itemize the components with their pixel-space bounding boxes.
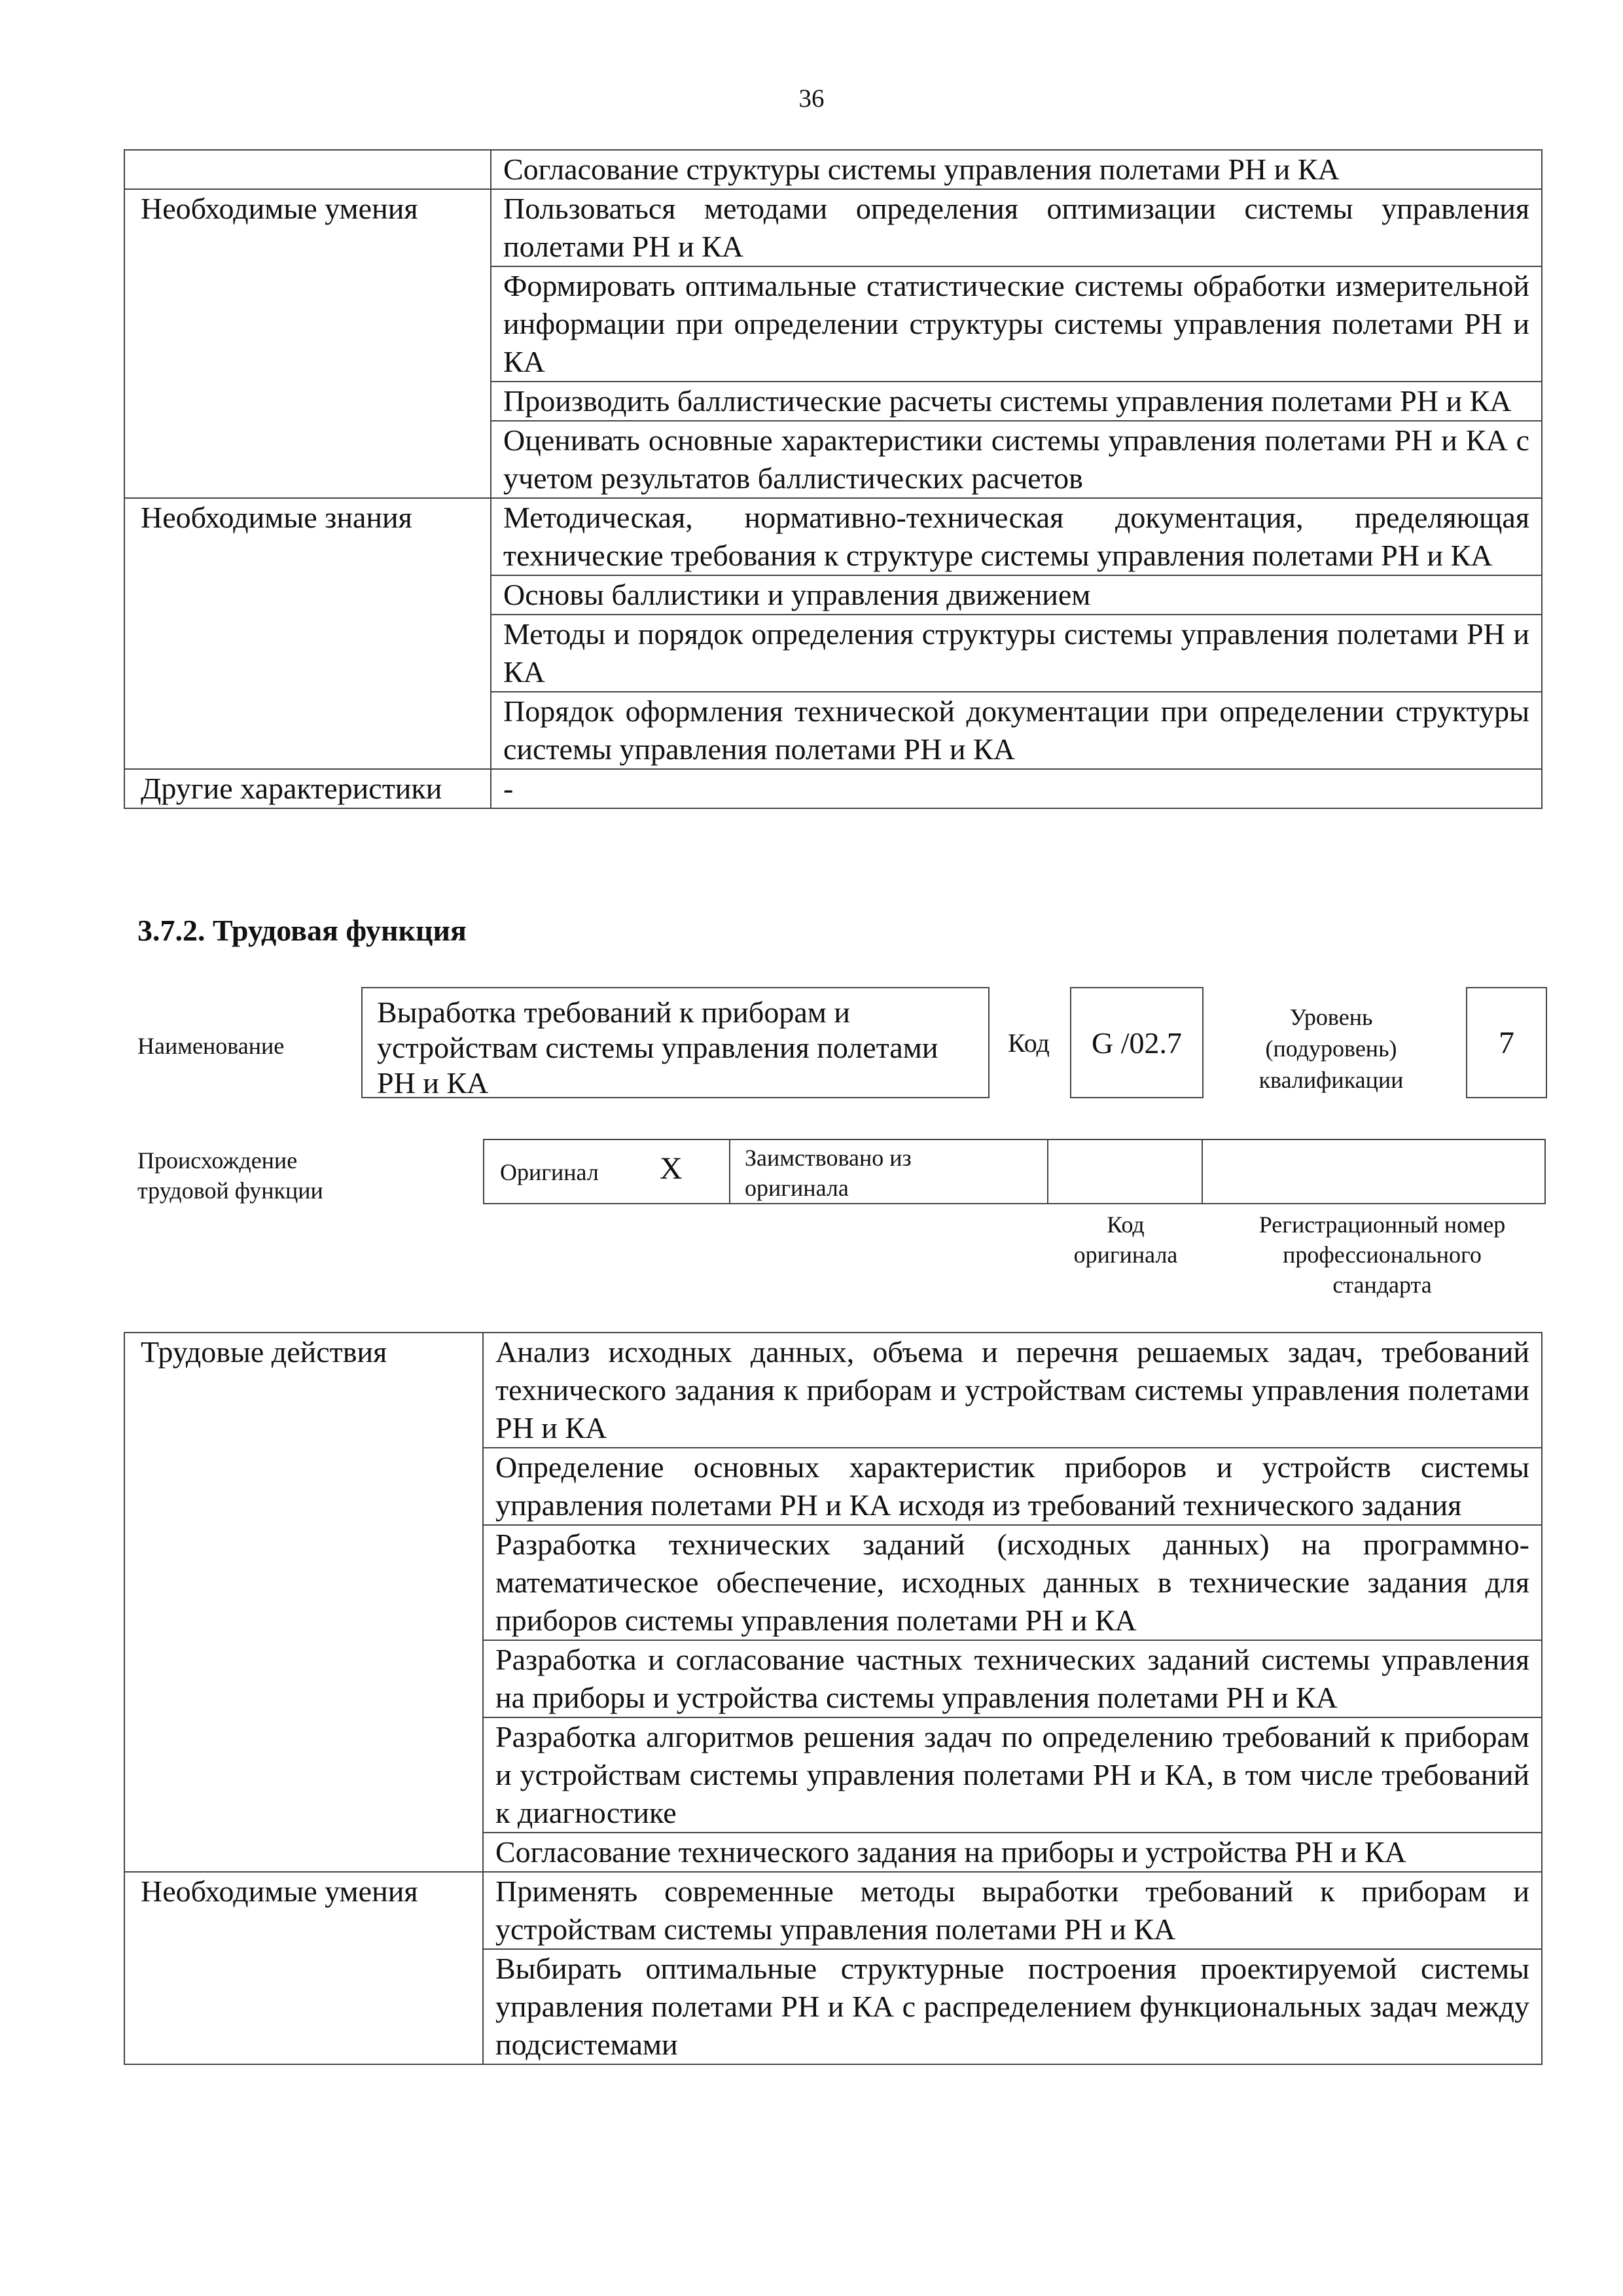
table-cell: Разработка технических заданий (исходных данных) на программно-математическое обеспечение, исходных данных в технические задания для приборов системы управления полетами РН и КА xyxy=(483,1525,1542,1640)
table-cell: Согласование структуры системы управления полетами РН и КА xyxy=(491,150,1542,189)
table-row xyxy=(124,498,1542,575)
row-label-skills: Необходимые умения xyxy=(124,1872,483,2064)
original-code-caption-text: Код оригинала xyxy=(1073,1211,1178,1268)
origin-code-cell xyxy=(1048,1140,1203,1203)
table-cell: Выбирать оптимальные структурные построения проектируемой системы управления полетами РН и КА с распределением функциональных задач между подсистемами xyxy=(483,1949,1542,2064)
row-label-skills: Необходимые умения xyxy=(124,189,491,498)
name-label: Наименование xyxy=(137,1033,285,1059)
top-requirements-table xyxy=(124,149,1543,809)
labor-actions-table xyxy=(124,1332,1543,2065)
table-cell: Определение основных характеристик приборов и устройств системы управления полетами РН и КА исходя из требований технического задания xyxy=(483,1448,1542,1525)
table-cell: Методы и порядок определения структуры системы управления полетами РН и КА xyxy=(491,615,1542,692)
table-cell: Согласование технического задания на приборы и устройства РН и КА xyxy=(483,1833,1542,1872)
function-code-value: G /02.7 xyxy=(1092,1026,1182,1060)
reg-number-caption xyxy=(1219,1210,1546,1300)
function-name-box: Выработка требований к приборам и устройствам системы управления полетами РН и КА xyxy=(361,987,990,1098)
row-label-actions: Трудовые действия xyxy=(124,1333,483,1872)
table-cell: Порядок оформления технической документации при определении структуры системы управления полетами РН и КА xyxy=(491,692,1542,769)
origin-reg-number-cell xyxy=(1203,1140,1544,1203)
row-label-knowledge: Необходимые знания xyxy=(124,498,491,769)
reg-number-caption-text: Регистрационный номер профессионального стандарта xyxy=(1258,1211,1506,1298)
qualification-level-value: 7 xyxy=(1499,1025,1514,1060)
section-heading: 3.7.2. Трудовая функция xyxy=(137,914,467,947)
table-row xyxy=(124,769,1542,808)
table-cell: Разработка алгоритмов решения задач по определению требований к приборам и устройствам системы управления полетами РН и КА, в том числе требований к диагностике xyxy=(483,1717,1542,1833)
table-cell: Основы баллистики и управления движением xyxy=(491,575,1542,615)
origin-borrowed-cell xyxy=(730,1140,1048,1203)
origin-label xyxy=(137,1145,334,1206)
table-row xyxy=(124,1872,1542,1949)
row-label-other: Другие характеристики xyxy=(124,769,491,808)
table-cell: Производить баллистические расчеты системы управления полетами РН и КА xyxy=(491,382,1542,421)
table-cell: Оценивать основные характеристики системы управления полетами РН и КА с учетом результатов баллистических расчетов xyxy=(491,421,1542,498)
table-row xyxy=(124,150,1542,189)
origin-strip xyxy=(483,1139,1546,1204)
borrowed-label: Заимствовано из оригинала xyxy=(745,1145,912,1201)
original-code-caption xyxy=(1047,1210,1204,1270)
row-label xyxy=(124,150,491,189)
table-cell: Методическая, нормативно-техническая документация, пределяющая технические требования к структуре системы управления полетами РН и КА xyxy=(491,498,1542,575)
table-row xyxy=(124,189,1542,266)
table-cell: Применять современные методы выработки требований к приборам и устройствам системы управления полетами РН и КА xyxy=(483,1872,1542,1949)
qualification-level-box xyxy=(1466,987,1547,1098)
table-cell: Разработка и согласование частных технических заданий системы управления на приборы и устройства системы управления полетами РН и КА xyxy=(483,1640,1542,1717)
code-label: Код xyxy=(1008,1028,1050,1058)
level-label: Уровень (подуровень) квалификации xyxy=(1258,1004,1404,1093)
origin-original-cell xyxy=(484,1140,730,1203)
table-cell: Анализ исходных данных, объема и перечня решаемых задач, требований технического задания к приборам и устройствам системы управления полетами РН и КА xyxy=(483,1333,1542,1448)
origin-label-text: Происхождение трудовой функции xyxy=(137,1147,323,1204)
function-code-box xyxy=(1070,987,1204,1098)
table-row xyxy=(124,1333,1542,1448)
original-mark: X xyxy=(660,1151,683,1186)
original-label: Оригинал xyxy=(500,1159,599,1185)
page-number: 36 xyxy=(798,84,825,113)
table-cell: - xyxy=(491,769,1542,808)
table-cell: Пользоваться методами определения оптимизации системы управления полетами РН и КА xyxy=(491,189,1542,266)
table-cell: Формировать оптимальные статистические системы обработки измерительной информации при определении структуры системы управления полетами РН и КА xyxy=(491,266,1542,382)
